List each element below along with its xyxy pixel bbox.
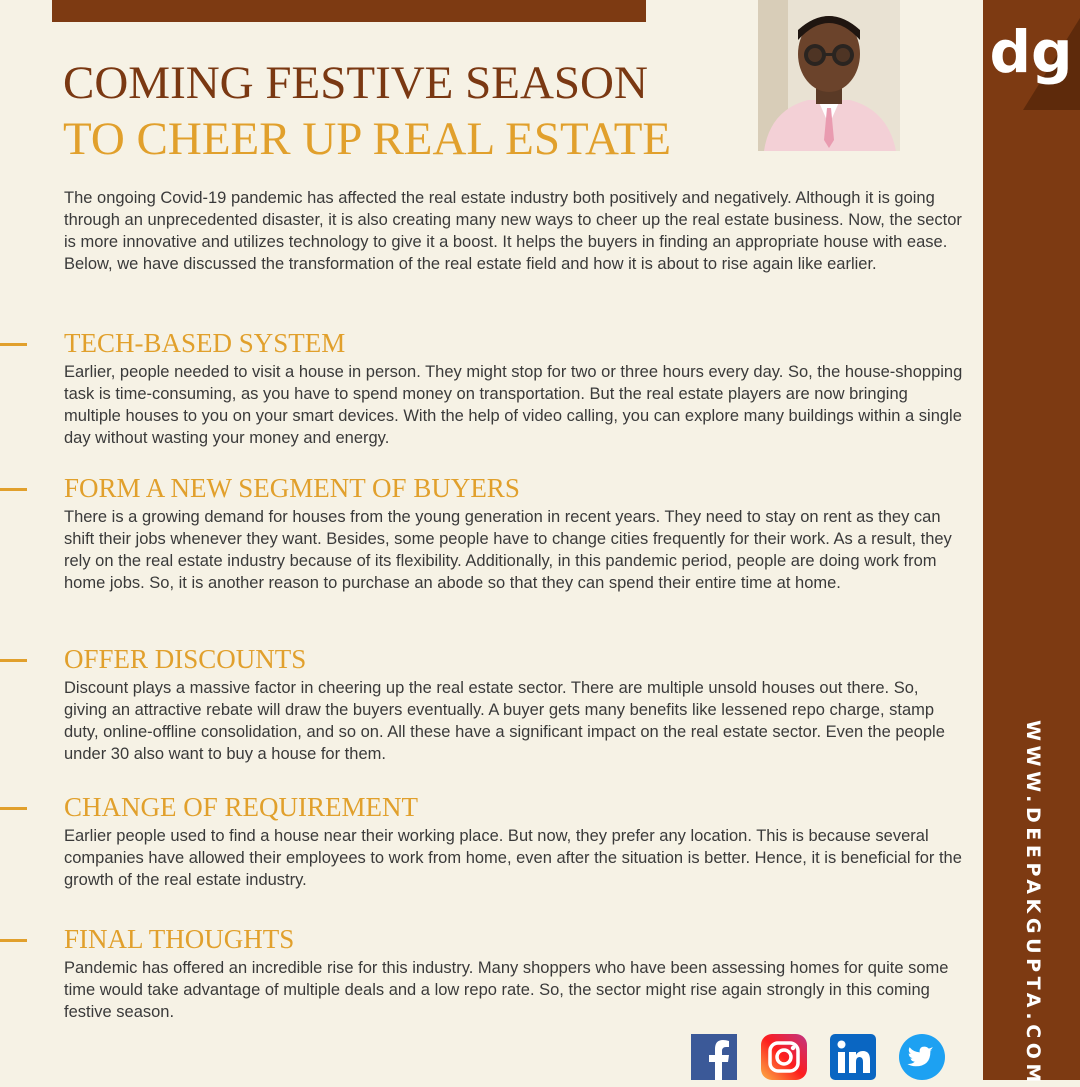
section-heading: FINAL THOUGHTS <box>64 924 295 954</box>
section-body: There is a growing demand for houses from the young generation in recent years. They need to stay on rent as they can shift their jobs whenever they want. Besides, some people have to change cities frequently for their work. As a result, they rely on the real estate industry because of its flexibility. Additionally, in this pandemic period, people are doing work from home jobs. So, it is another reason to purchase an abode so that they can spend their entire time at home. <box>64 508 952 592</box>
section-body: Earlier people used to find a house near their working place. But now, they prefer any location. This is because several companies have allowed their employees to work from home, even after the situation is better. Hence, it is beneficial for the growth of the real estate industry. <box>64 827 962 889</box>
section-new-segment-of-buyers <box>0 472 975 594</box>
top-accent-bar <box>52 0 646 22</box>
instagram-icon[interactable] <box>761 1034 807 1080</box>
section-heading: FORM A NEW SEGMENT OF BUYERS <box>64 473 520 503</box>
section-tech-based-system <box>0 327 975 449</box>
linkedin-icon[interactable] <box>830 1034 876 1080</box>
section-dash <box>0 807 27 810</box>
dg-logo <box>983 0 1080 110</box>
section-final-thoughts <box>0 923 975 1023</box>
section-dash <box>0 659 27 662</box>
section-dash <box>0 343 27 346</box>
section-dash <box>0 939 27 942</box>
page-title <box>63 55 671 167</box>
section-heading: TECH-BASED SYSTEM <box>64 328 346 358</box>
section-body: Earlier, people needed to visit a house in person. They might stop for two or three hours every day. So, the house-shopping task is time-consuming, as you have to spend money on transportation. But the real estate players are now bringing multiple houses to you on your smart devices. With the help of video calling, you can explore many buildings within a single day without wasting your money and energy. <box>64 363 963 447</box>
intro-paragraph: The ongoing Covid-19 pandemic has affected the real estate industry both positively and negatively. Although it is going through an unprecedented disaster, it is also creating many new ways to cheer up the real estate business. Now, the sector is more innovative and utilizes technology to give it a boost. It helps the buyers in finding an appropriate house with ease. Below, we have discussed the transformation of the real estate field and how it is about to rise again like earlier. <box>64 189 962 273</box>
twitter-icon[interactable] <box>899 1034 945 1080</box>
section-offer-discounts <box>0 643 975 765</box>
section-change-of-requirement <box>0 791 975 891</box>
section-body: Pandemic has offered an incredible rise for this industry. Many shoppers who have been assessing homes for quite some time would take advantage of multiple deals and a low repo rate. So, the sector might rise again strongly in this coming festive season. <box>64 959 949 1021</box>
author-photo <box>758 0 900 151</box>
side-brand-band <box>983 0 1080 1087</box>
website-url[interactable]: WWW.DEEPAKGUPTA.COM <box>1022 720 1044 1087</box>
svg-text:dg: dg <box>989 18 1073 86</box>
section-body: Discount plays a massive factor in cheering up the real estate sector. There are multiple unsold houses out there. So, giving an attractive rebate will draw the buyers eventually. A buyer gets many benefits like lessened repo charge, stamp duty, online-offline consolidation, and so on. All these have a significant impact on the real estate sector. Even the people under 30 also want to buy a house for them. <box>64 679 945 763</box>
title-line-2: TO CHEER UP REAL ESTATE <box>63 113 672 165</box>
title-line-1: COMING FESTIVE SEASON <box>63 57 648 109</box>
section-dash <box>0 488 27 491</box>
section-heading: CHANGE OF REQUIREMENT <box>64 792 418 822</box>
section-heading: OFFER DISCOUNTS <box>64 644 307 674</box>
facebook-icon[interactable] <box>691 1034 737 1080</box>
